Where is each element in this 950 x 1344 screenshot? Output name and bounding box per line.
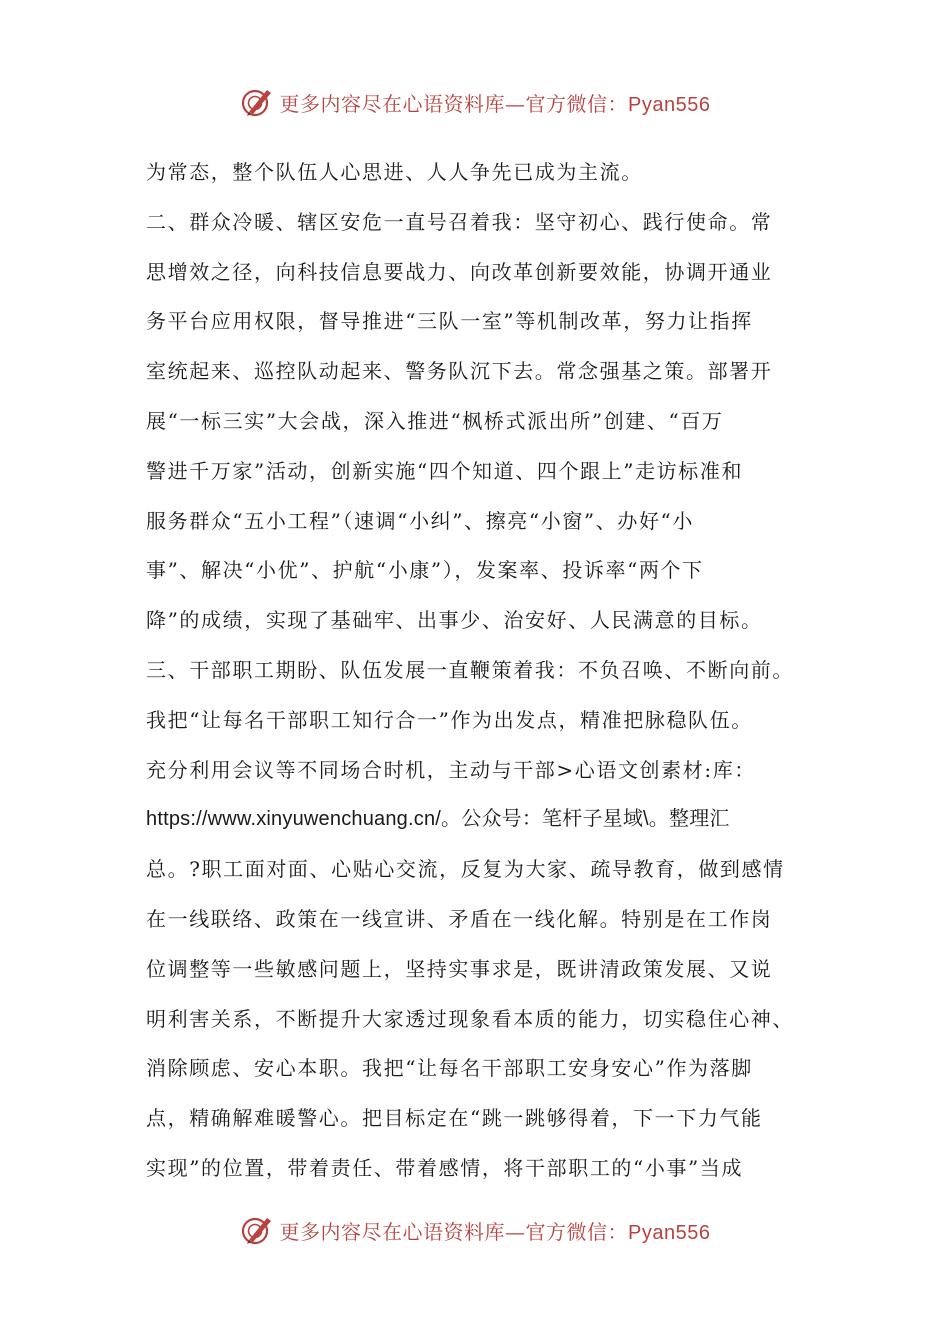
text-line: 消除顾虑、安心本职。我把“让每名干部职工安身安心”作为落脚 [146,1056,753,1081]
text-line: 思增效之径，向科技信息要战力、向改革创新要效能，协调开通业 [146,259,773,284]
text-line: 务平台应用权限，督导推进“三队一室”等机制改革，努力让指挥 [146,309,753,334]
document-body [146,148,826,1194]
text-line: 我把“让每名干部职工知行合一”作为出发点，精准把脉稳队伍。 [146,707,753,732]
text-line: 实现”的位置，带着责任、带着感情，将干部职工的“小事”当成 [146,1155,744,1180]
header-banner [0,80,950,124]
text-line: 点，精确解难暖警心。把目标定在“跳一跳够得着，下一下力气能 [146,1106,763,1131]
banner-text: 更多内容尽在心语资料库—官方微信：Pyan556 [279,91,711,116]
pen-logo-icon [240,1213,274,1247]
text-line: 为常态，整个队伍人心思进、人人争先已成为主流。 [146,160,643,184]
banner-text: 更多内容尽在心语资料库—官方微信：Pyan556 [279,1219,711,1244]
text-line: 展“一标三实”大会战，深入推进“枫桥式派出所”创建、“百万 [146,408,724,433]
text-line: https://www.xinyuwenchuang.cn/。公众号：笔杆子星域\。整理汇 [146,808,730,831]
text-line: 事”、解决“小优”、护航“小康”），发案率、投诉率“两个下 [146,558,704,583]
text-line: 室统起来、巡控队动起来、警务队沉下去。常念强基之策。部署开 [146,359,773,384]
text-line: 明利害关系，不断提升大家透过现象看本质的能力，切实稳住心神、 [146,1006,794,1031]
text-line: 在一线联络、政策在一线宣讲、矛盾在一线化解。特别是在工作岗 [146,906,773,931]
footer-banner [0,1208,950,1252]
text-line: 位调整等一些敏感问题上，坚持实事求是，既讲清政策发展、又说 [146,956,773,981]
text-line: 警进千万家”活动，创新实施“四个知道、四个跟上”走访标准和 [146,458,744,483]
pen-logo-icon [240,85,274,119]
text-line: 充分利用会议等不同场合时机，主动与干部>心语文创素材:库： [146,757,756,782]
text-line: 服务群众“五小工程”（速调“小纠”、擦亮“小窗”、办好“小 [146,508,694,533]
text-line: 总。?职工面对面、心贴心交流，反复为大家、疏导教育，做到感情 [146,857,785,882]
text-line: 三、干部职工期盼、队伍发展一直鞭策着我：不负召唤、不断向前。 [146,657,794,682]
text-line: 降”的成绩，实现了基础牢、出事少、治安好、人民满意的目标。 [146,608,763,633]
text-line: 二、群众冷暖、辖区安危一直号召着我：坚守初心、践行使命。常 [146,209,773,234]
